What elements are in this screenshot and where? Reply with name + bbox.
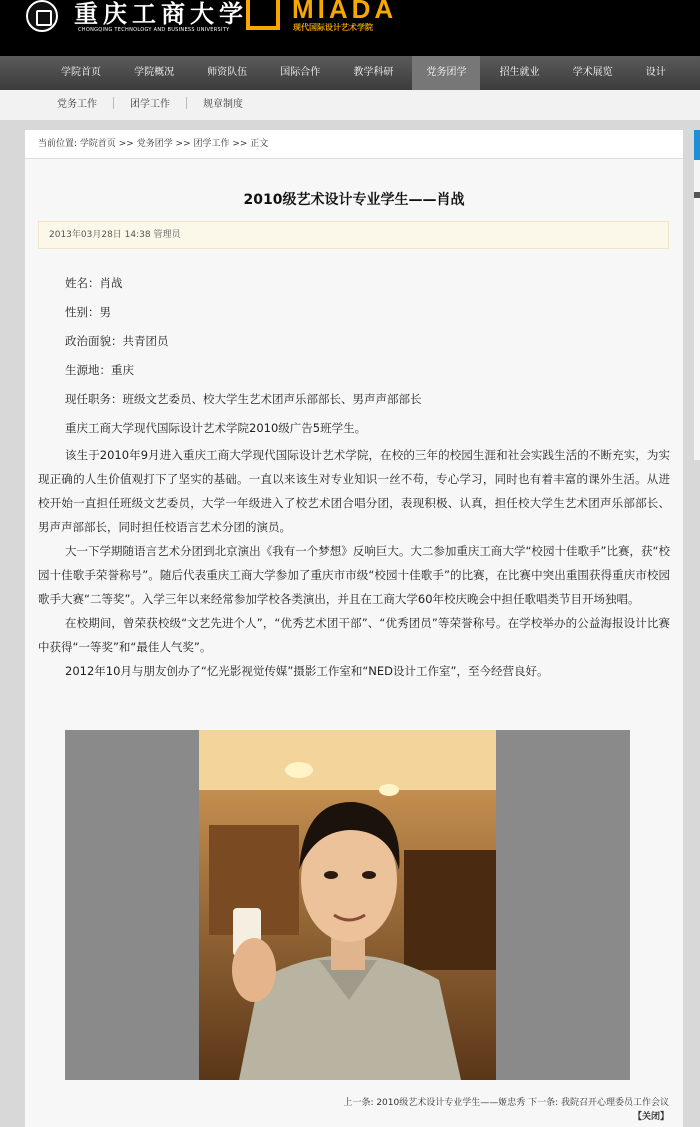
nav-item-international[interactable]: 国际合作 [280, 67, 321, 78]
paragraph: 大一下学期随语言艺术分团到北京演出《我有一个梦想》反响巨大。大二参加重庆工商大学“校园十佳歌手”比赛，获“校园十佳歌手荣誉称号”。随后代表重庆工商大学参加了重庆市市级“校园十佳歌手”的比赛，在比赛中突出重围获得重庆市校园歌手大赛“二等奖”。入学三年以来经常参加学校各类演出，并且在工商大学60年校庆晚会中担任歌唱类节目开场独唱。 [38, 544, 670, 606]
article-meta: 2013年03月28日 14:38 管理员 [38, 221, 669, 249]
academy-name: 现代国际设计艺术学院 [293, 23, 373, 32]
paragraph: 在校期间，曾荣获校级“文艺先进个人”，“优秀艺术团干部”、“优秀团员”等荣誉称号。在学校举办的公益海报设计比赛中获得“一等奖”和“最佳人气奖”。 [38, 616, 670, 654]
side-tab[interactable] [694, 130, 700, 160]
university-name-en: CHONGQING TECHNOLOGY AND BUSINESS UNIVERSITY [78, 27, 230, 33]
nav-item-exhibitions[interactable]: 学术展览 [572, 67, 613, 78]
content-panel [25, 130, 683, 1127]
side-marker [694, 192, 700, 198]
nav-item-overview[interactable]: 学院概况 [134, 67, 175, 78]
subnav-divider [186, 97, 187, 109]
academy-logo-text[interactable]: MIADA [292, 0, 398, 24]
breadcrumb: 当前位置: 学院首页 >> 党务团学 >> 团学工作 >> 正文 [25, 130, 683, 159]
sub-nav [0, 90, 700, 120]
nav-item-design[interactable]: 设计 [645, 67, 666, 78]
info-line-position: 现任职务：班级文艺委员、校大学生艺术团声乐部部长、男声声部部长 [65, 392, 422, 406]
article-footer-nav [343, 1096, 669, 1124]
paragraph: 该生于2010年9月进入重庆工商大学现代国际设计艺术学院，在校的三年的校园生涯和社会实践生活的不断充实，为实现正确的人生价值观打下了坚实的基础。一直以来该生对专业知识一丝不苟，专心学习，同时也有着丰富的课外生活。从进校开始一直担任班级文艺委员，大学一年级进入了校艺术团合唱分团，表现积极、认真，担任校大学生艺术团声乐部部长、男声声部部长，同时担任校语言艺术分团的演员。 [38, 448, 670, 534]
close-link[interactable]: 【关闭】 [632, 1112, 669, 1122]
portrait-illustration [199, 730, 496, 1080]
info-line-gender: 性别：男 [65, 305, 111, 319]
prev-next-links[interactable]: 上一条: 2010级艺术设计专业学生——姬忠秀 下一条: 我院召开心理委员工作会议 [343, 1098, 669, 1108]
student-photo [65, 730, 630, 1080]
academy-logo-mark[interactable] [246, 0, 280, 30]
nav-item-home[interactable]: 学院首页 [61, 67, 101, 78]
paragraph: 2012年10月与朋友创办了“忆光影视觉传媒”摄影工作室和“NED设计工作室”，至今经营良好。 [65, 664, 549, 678]
nav-item-research[interactable]: 教学科研 [353, 67, 394, 78]
nav-item-party-league[interactable]: 党务团学 [412, 56, 480, 90]
site-header [0, 0, 700, 56]
side-scroll-strip [694, 130, 700, 460]
nav-item-faculty[interactable]: 师资队伍 [207, 67, 248, 78]
article-title: 2010级艺术设计专业学生——肖战 [243, 192, 465, 208]
subnav-divider [113, 97, 114, 109]
info-line-political: 政治面貌：共青团员 [65, 334, 169, 348]
info-line-class: 重庆工商大学现代国际设计艺术学院2010级广告5班学生。 [65, 421, 367, 435]
subnav-item-regulations[interactable]: 规章制度 [203, 99, 243, 110]
article [25, 159, 683, 1127]
main-nav [0, 56, 700, 90]
info-line-origin: 生源地：重庆 [65, 363, 134, 377]
university-name[interactable]: 重庆工商大学 [74, 0, 248, 28]
subnav-item-league-work[interactable]: 团学工作 [130, 99, 170, 110]
nav-item-admissions[interactable]: 招生就业 [499, 67, 540, 78]
university-seal-logo[interactable] [26, 0, 58, 32]
subnav-item-party-work[interactable]: 党务工作 [57, 99, 97, 110]
article-body [38, 269, 670, 683]
info-line-name: 姓名：肖战 [65, 276, 123, 290]
